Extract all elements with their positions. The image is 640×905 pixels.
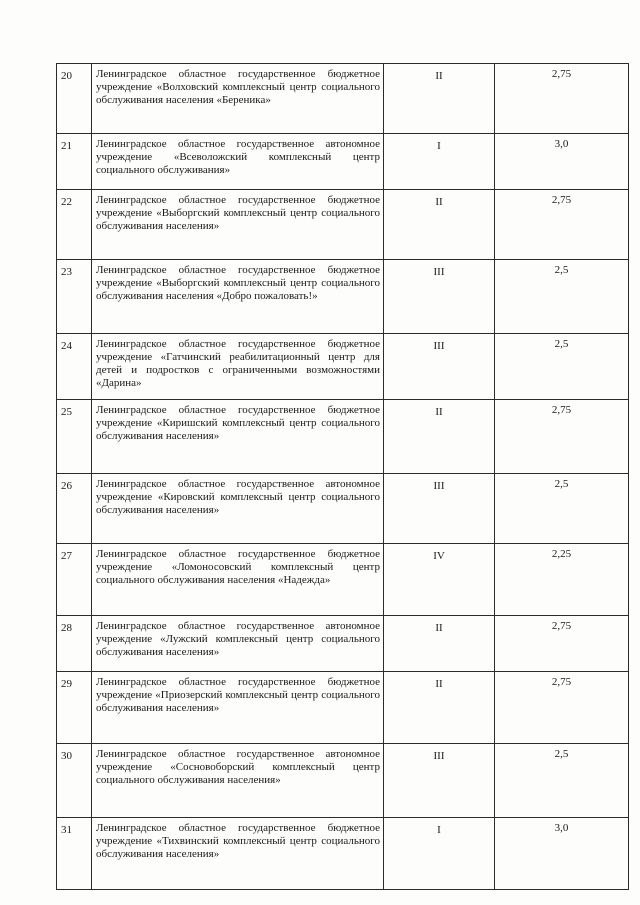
coefficient-cell: 3,0 [495,818,629,890]
category-cell: I [384,818,495,890]
institution-name: Ленинградское областное государственное бюджетное учреждение «Приозерский комплексный центр социального обслуживания населения» [92,672,384,744]
table-row [57,744,629,818]
table-row [57,134,629,190]
category-cell: III [384,744,495,818]
table-row [57,616,629,672]
row-number: 29 [57,672,92,744]
category-cell: II [384,64,495,134]
category-cell: IV [384,544,495,616]
category-cell: II [384,672,495,744]
coefficient-cell: 2,75 [495,616,629,672]
table-row [57,474,629,544]
coefficient-cell: 2,5 [495,260,629,334]
row-number: 28 [57,616,92,672]
category-cell: III [384,334,495,400]
institution-name: Ленинградское областное государственное бюджетное учреждение «Выборгский комплексный центр социального обслуживания населения «Добро пожаловать!» [92,260,384,334]
row-number: 26 [57,474,92,544]
category-cell: III [384,474,495,544]
institution-name: Ленинградское областное государственное бюджетное учреждение «Выборгский комплексный центр социального обслуживания населения» [92,190,384,260]
table-row [57,260,629,334]
institution-name: Ленинградское областное государственное бюджетное учреждение «Ломоносовский комплексный центр социального обслуживания населения «Надежда» [92,544,384,616]
category-cell: II [384,400,495,474]
coefficient-cell: 3,0 [495,134,629,190]
table-row [57,672,629,744]
row-number: 21 [57,134,92,190]
row-number: 31 [57,818,92,890]
row-number: 23 [57,260,92,334]
row-number: 20 [57,64,92,134]
coefficient-cell: 2,5 [495,334,629,400]
institutions-table [56,63,629,890]
table-row [57,400,629,474]
coefficient-cell: 2,5 [495,474,629,544]
category-cell: I [384,134,495,190]
institution-name: Ленинградское областное государственное бюджетное учреждение «Киришский комплексный центр социального обслуживания населения» [92,400,384,474]
institution-name: Ленинградское областное государственное автономное учреждение «Всеволожский комплексный центр социального обслуживания» [92,134,384,190]
coefficient-cell: 2,75 [495,190,629,260]
institution-name: Ленинградское областное государственное автономное учреждение «Кировский комплексный центр социального обслуживания населения» [92,474,384,544]
coefficient-cell: 2,25 [495,544,629,616]
coefficient-cell: 2,75 [495,400,629,474]
row-number: 22 [57,190,92,260]
category-cell: III [384,260,495,334]
institution-name: Ленинградское областное государственное автономное учреждение «Сосновоборский комплексный центр социального обслуживания населения» [92,744,384,818]
institution-name: Ленинградское областное государственное автономное учреждение «Лужский комплексный центр социального обслуживания населения» [92,616,384,672]
row-number: 24 [57,334,92,400]
table-row [57,334,629,400]
coefficient-cell: 2,75 [495,672,629,744]
category-cell: II [384,616,495,672]
institution-name: Ленинградское областное государственное бюджетное учреждение «Тихвинский комплексный центр социального обслуживания населения» [92,818,384,890]
row-number: 30 [57,744,92,818]
coefficient-cell: 2,5 [495,744,629,818]
row-number: 27 [57,544,92,616]
table-row [57,64,629,134]
table-row [57,544,629,616]
table-row [57,818,629,890]
table-row [57,190,629,260]
coefficient-cell: 2,75 [495,64,629,134]
institution-name: Ленинградское областное государственное бюджетное учреждение «Волховский комплексный центр социального обслуживания населения «Береника» [92,64,384,134]
category-cell: II [384,190,495,260]
institution-name: Ленинградское областное государственное бюджетное учреждение «Гатчинский реабилитационный центр для детей и подростков с ограниченными возможностями «Дарина» [92,334,384,400]
row-number: 25 [57,400,92,474]
